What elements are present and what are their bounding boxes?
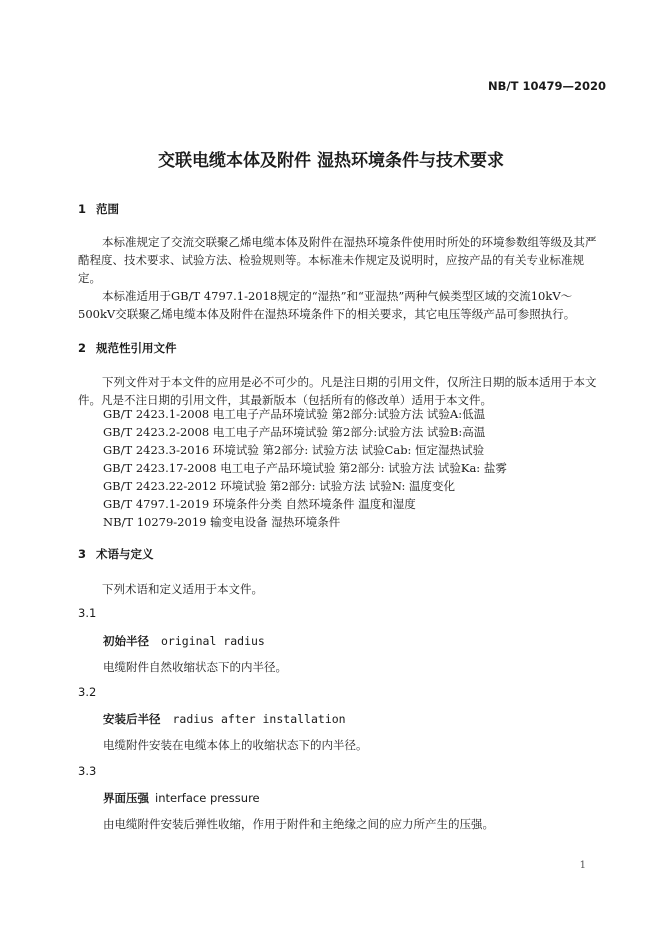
term-zh: 界面压强 [103, 791, 149, 805]
standard-code: NB/T 10479—2020 [488, 79, 606, 93]
term-zh: 初始半径 [103, 634, 149, 648]
section-number: 1 [78, 202, 87, 216]
section-2-heading [78, 340, 177, 356]
term-number: 3.3 [78, 764, 97, 778]
reference-item: NB/T 10279-2019 输变电设备 湿热环境条件 [103, 515, 341, 529]
section-number: 2 [78, 341, 87, 355]
term-number: 3.2 [78, 685, 97, 699]
reference-item: GB/T 2423.1-2008 电工电子产品环境试验 第2部分:试验方法 试验A:低温 [103, 407, 486, 421]
page-title: 交联电缆本体及附件 湿热环境条件与技术要求 [158, 151, 504, 171]
section-1-heading [78, 201, 119, 217]
section-title: 术语与定义 [96, 547, 154, 561]
term-en: original radius [161, 634, 265, 648]
term-entry [103, 711, 346, 727]
reference-item: GB/T 2423.3-2016 环境试验 第2部分: 试验方法 试验Cab: 恒定湿热试验 [103, 443, 485, 457]
reference-item: GB/T 2423.2-2008 电工电子产品环境试验 第2部分:试验方法 试验B:高温 [103, 425, 486, 439]
reference-item: GB/T 2423.22-2012 环境试验 第2部分: 试验方法 试验N: 温度变化 [103, 479, 456, 493]
term-entry [103, 633, 265, 649]
section-title: 规范性引用文件 [96, 341, 177, 355]
section-number: 3 [78, 547, 87, 561]
term-definition: 电缆附件安装在电缆本体上的收缩状态下的内半径。 [103, 738, 368, 752]
term-en: interface pressure [155, 791, 260, 805]
paragraph: 下列文件对于本文件的应用是必不可少的。凡是注日期的引用文件，仅所注日期的版本适用于本文件。凡是不注日期的引用文件，其最新版本（包括所有的修改单）适用于本文件。 [78, 375, 597, 407]
paragraph: 下列术语和定义适用于本文件。 [102, 582, 263, 596]
term-entry [103, 790, 260, 806]
reference-item: GB/T 4797.1-2019 环境条件分类 自然环境条件 温度和湿度 [103, 497, 416, 511]
term-definition: 电缆附件自然收缩状态下的内半径。 [103, 660, 287, 674]
term-zh: 安装后半径 [103, 712, 161, 726]
paragraph: 本标准规定了交流交联聚乙烯电缆本体及附件在湿热环境条件使用时所处的环境参数组等级及其严酷程度、技术要求、试验方法、检验规则等。本标准未作规定及说明时，应按产品的有关专业标准规定。 [78, 235, 597, 285]
section-title: 范围 [96, 202, 119, 216]
term-definition: 由电缆附件安装后弹性收缩，作用于附件和主绝缘之间的应力所产生的压强。 [103, 817, 494, 831]
term-en: radius after installation [172, 712, 346, 726]
reference-item: GB/T 2423.17-2008 电工电子产品环境试验 第2部分: 试验方法 试验Ka: 盐雾 [103, 461, 507, 475]
section-3-heading [78, 546, 154, 562]
term-number: 3.1 [78, 606, 97, 620]
page-number: 1 [579, 860, 586, 871]
paragraph: 本标准适用于GB/T 4797.1-2018规定的“湿热”和“亚湿热”两种气候类型区域的交流10kV～500kV交联聚乙烯电缆本体及附件在湿热环境条件下的相关要求，其它电压等级产品可参照执行。 [78, 289, 576, 321]
